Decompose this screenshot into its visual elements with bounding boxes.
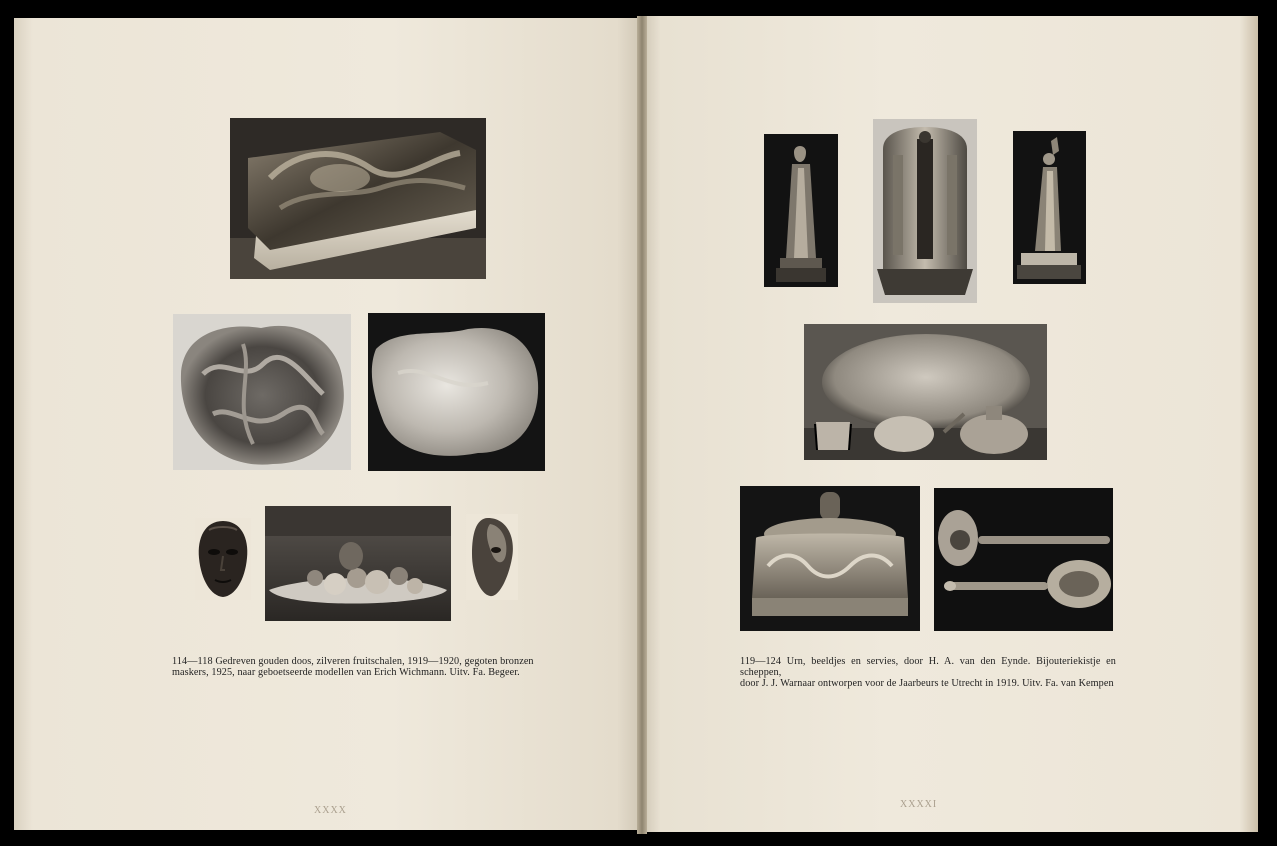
photo-silver-fruit-bowl-hammered [368,313,545,471]
photo-jewelry-casket [740,486,920,631]
left-page-folio: XXXX [314,805,347,816]
right-page-folio: XXXXI [900,799,938,810]
left-page-caption [172,656,547,678]
photo-gold-box [230,118,486,279]
photo-silver-fruit-bowl-relief [173,314,351,470]
photo-figurine-woman-left [764,134,838,287]
photo-bronze-mask-left [195,518,251,600]
right-page-caption [740,656,1116,689]
left-caption-line-2: maskers, 1925, naar geboetseerde modellen van Erich Wichmann. Uitv. Fa. Begeer. [172,667,520,678]
photo-figurine-woman-right [1013,131,1086,284]
right-caption-line-1: 119—124 Urn, beeldjes en servies, door H. A. van den Eynde. Bijouteriekistje en scheppen, [740,656,1116,678]
photo-fruit-bowl-still-life [265,506,451,621]
photo-bronze-mask-right [466,514,518,600]
photo-serving-spoons [934,488,1113,631]
left-caption-line-1: 114—118 Gedreven gouden doos, zilveren fruitschalen, 1919—1920, gegoten bronzen [172,656,534,667]
photo-tea-service-tray [804,324,1047,460]
photo-urn [873,119,977,303]
right-caption-line-2: door J. J. Warnaar ontworpen voor de Jaarbeurs te Utrecht in 1919. Uitv. Fa. van Kempen [740,678,1114,689]
book-gutter [637,16,647,834]
